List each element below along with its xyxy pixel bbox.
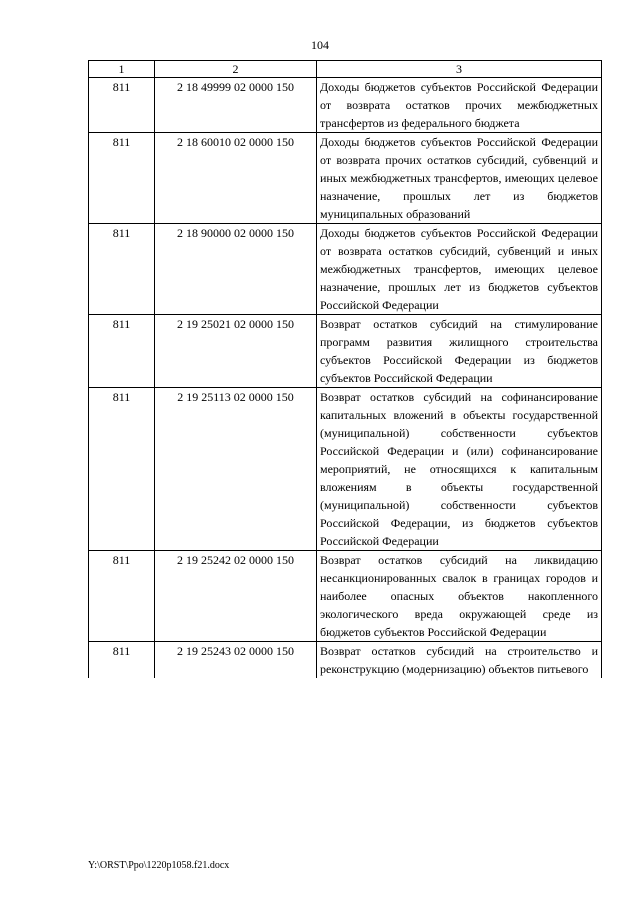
description-cell: Возврат остатков субсидий на стимулирование программ развития жилищного строительства субъектов Российской Федерации из бюджетов субъектов Российской Федерации bbox=[317, 315, 602, 388]
budget-code-cell: 2 19 25113 02 0000 150 bbox=[155, 388, 317, 551]
admin-code-cell: 811 bbox=[89, 642, 155, 679]
admin-code-cell: 811 bbox=[89, 551, 155, 642]
table-header-row bbox=[89, 61, 602, 78]
description-cell: Возврат остатков субсидий на строительство и реконструкцию (модернизацию) объектов питьевого bbox=[317, 642, 602, 679]
page-number: 104 bbox=[311, 38, 329, 52]
description-cell: Доходы бюджетов субъектов Российской Федерации от возврата остатков субсидий, субвенций и иных межбюджетных трансфертов, имеющих целевое назначение, прошлых лет из бюджетов субъектов Российской Федерации bbox=[317, 224, 602, 315]
description-cell: Возврат остатков субсидий на ликвидацию несанкционированных свалок в границах городов и наиболее опасных объектов накопленного экологического вреда окружающей среде из бюджетов субъектов Российской Федерации bbox=[317, 551, 602, 642]
table-row bbox=[89, 224, 602, 315]
budget-code-cell: 2 18 49999 02 0000 150 bbox=[155, 78, 317, 133]
admin-code-cell: 811 bbox=[89, 133, 155, 224]
table-row bbox=[89, 388, 602, 551]
budget-code-cell: 2 19 25242 02 0000 150 bbox=[155, 551, 317, 642]
budget-code-cell: 2 19 25021 02 0000 150 bbox=[155, 315, 317, 388]
description-cell: Возврат остатков субсидий на софинансирование капитальных вложений в объекты государственной (муниципальной) собственности субъектов Российской Федерации и (или) софинансирование мероприятий, не относящихся к капитальным вложениям в объекты государственной (муниципальной) собственности субъектов Российской Федерации, из бюджетов субъектов Российской Федерации bbox=[317, 388, 602, 551]
budget-code-cell: 2 19 25243 02 0000 150 bbox=[155, 642, 317, 679]
budget-classification-table bbox=[88, 60, 602, 678]
description-cell: Доходы бюджетов субъектов Российской Федерации от возврата прочих остатков субсидий, субвенций и иных межбюджетных трансфертов, имеющих целевое назначение, прошлых лет из бюджетов муниципальных образований bbox=[317, 133, 602, 224]
budget-code-cell: 2 18 60010 02 0000 150 bbox=[155, 133, 317, 224]
table-row bbox=[89, 551, 602, 642]
table-row bbox=[89, 642, 602, 679]
table-row bbox=[89, 78, 602, 133]
admin-code-cell: 811 bbox=[89, 78, 155, 133]
header-col-3: 3 bbox=[317, 61, 602, 78]
table-row bbox=[89, 315, 602, 388]
header-col-1: 1 bbox=[89, 61, 155, 78]
file-path-footer: Y:\ORST\Ppo\1220p1058.f21.docx bbox=[88, 860, 230, 871]
budget-code-cell: 2 18 90000 02 0000 150 bbox=[155, 224, 317, 315]
admin-code-cell: 811 bbox=[89, 388, 155, 551]
description-cell: Доходы бюджетов субъектов Российской Федерации от возврата остатков прочих межбюджетных трансфертов из федерального бюджета bbox=[317, 78, 602, 133]
header-col-2: 2 bbox=[155, 61, 317, 78]
admin-code-cell: 811 bbox=[89, 315, 155, 388]
admin-code-cell: 811 bbox=[89, 224, 155, 315]
table-row bbox=[89, 133, 602, 224]
